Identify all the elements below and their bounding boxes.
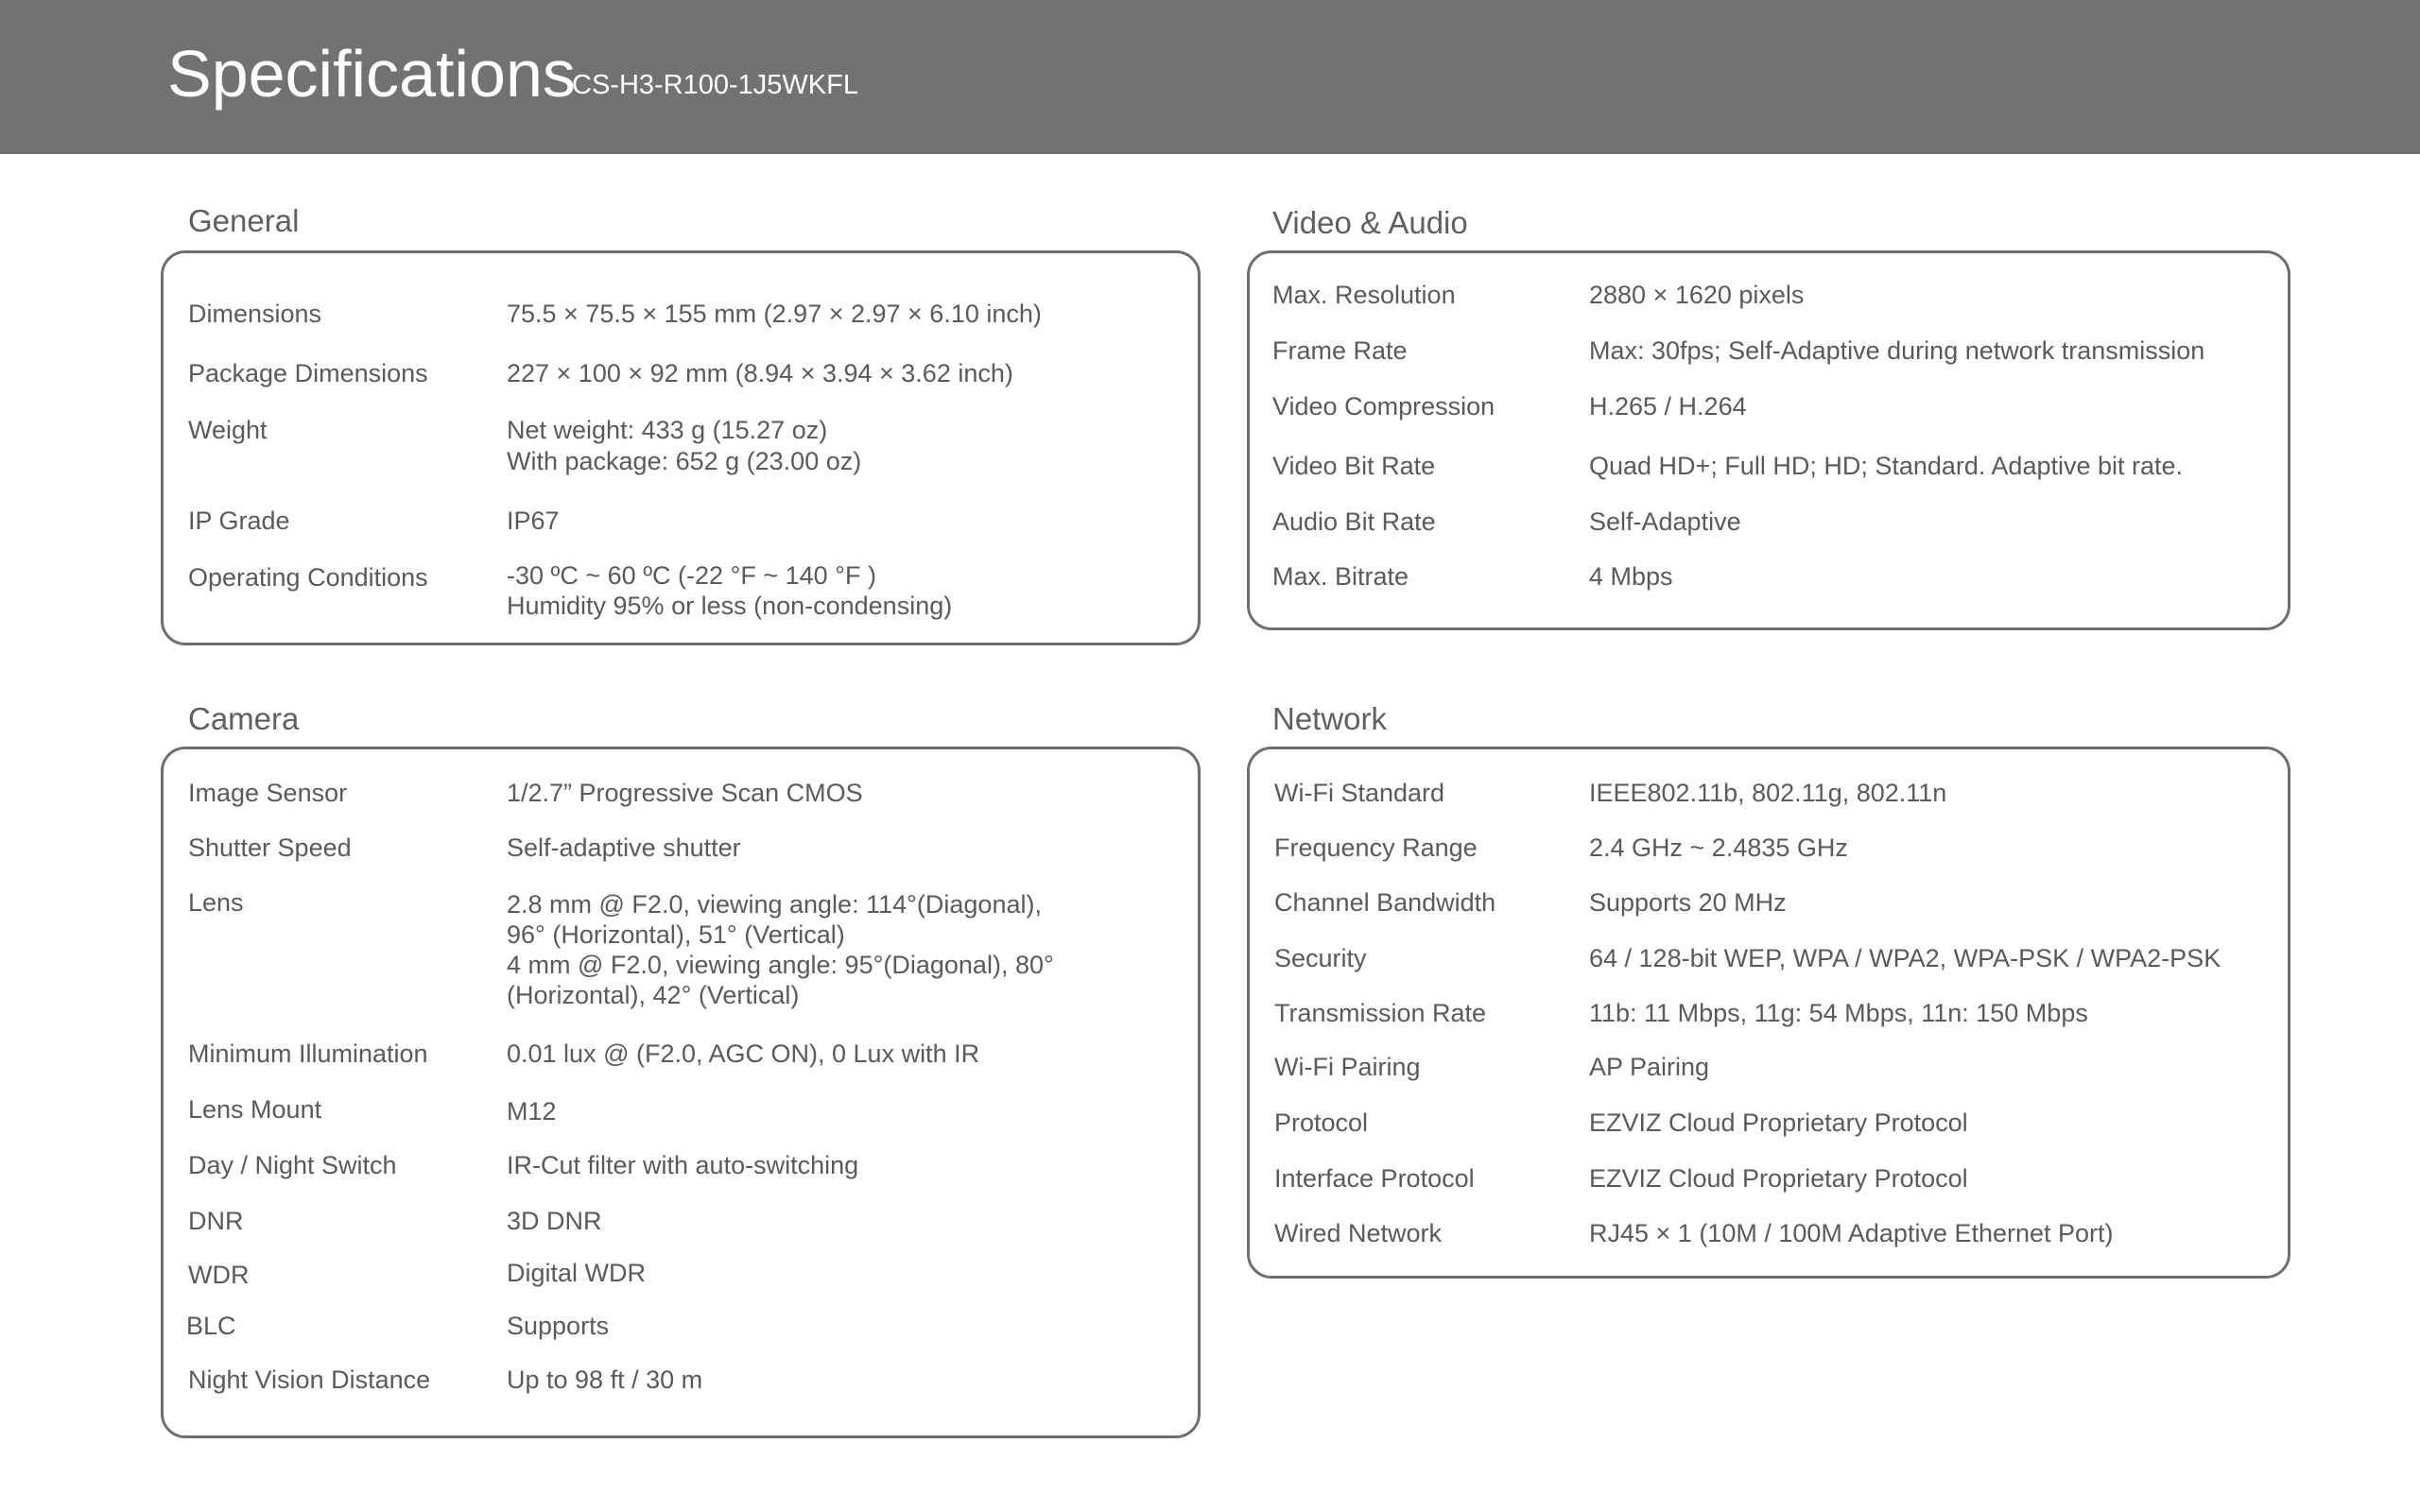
spec-value: 1/2.7” Progressive Scan CMOS xyxy=(507,779,863,807)
spec-value: With package: 652 g (23.00 oz) xyxy=(507,447,862,475)
spec-value: 2.4 GHz ~ 2.4835 GHz xyxy=(1589,833,1848,862)
spec-value: Digital WDR xyxy=(507,1259,647,1287)
spec-label: Day / Night Switch xyxy=(188,1151,397,1179)
spec-value: 75.5 × 75.5 × 155 mm (2.97 × 2.97 × 6.10 inch) xyxy=(507,300,1042,328)
spec-label: Night Vision Distance xyxy=(188,1366,431,1394)
spec-value: 11b: 11 Mbps, 11g: 54 Mbps, 11n: 150 Mbps xyxy=(1589,999,2088,1027)
spec-label: Security xyxy=(1274,944,1367,972)
spec-value: 4 Mbps xyxy=(1589,562,1673,591)
spec-label: DNR xyxy=(188,1207,244,1235)
section-title-camera: Camera xyxy=(188,701,300,736)
spec-label: BLC xyxy=(186,1312,236,1340)
spec-label: Wired Network xyxy=(1274,1219,1443,1247)
spec-label: Wi-Fi Standard xyxy=(1274,779,1445,807)
spec-label: Channel Bandwidth xyxy=(1274,888,1496,917)
spec-value: Max: 30fps; Self-Adaptive during network transmission xyxy=(1589,336,2205,365)
spec-value: IEEE802.11b, 802.11g, 802.11n xyxy=(1589,779,1947,807)
spec-value: Quad HD+; Full HD; HD; Standard. Adaptive bit rate. xyxy=(1589,452,2184,480)
section-title-video-audio: Video & Audio xyxy=(1272,205,1468,240)
spec-value: 227 × 100 × 92 mm (8.94 × 3.94 × 3.62 inch) xyxy=(507,359,1013,387)
spec-label: Minimum Illumination xyxy=(188,1040,428,1068)
spec-value: H.265 / H.264 xyxy=(1589,392,1747,421)
spec-value: Up to 98 ft / 30 m xyxy=(507,1366,703,1394)
spec-label: Max. Bitrate xyxy=(1272,562,1409,591)
spec-label: Frequency Range xyxy=(1274,833,1478,862)
section-title-general: General xyxy=(188,203,300,238)
spec-label: Max. Resolution xyxy=(1272,281,1456,309)
spec-value: AP Pairing xyxy=(1589,1053,1710,1081)
spec-value: 4 mm @ F2.0, viewing angle: 95°(Diagonal), 80° xyxy=(507,951,1054,979)
spec-label: Wi-Fi Pairing xyxy=(1274,1053,1421,1081)
spec-label: Package Dimensions xyxy=(188,359,428,387)
spec-value: 64 / 128-bit WEP, WPA / WPA2, WPA-PSK / WPA2-PSK xyxy=(1589,944,2221,972)
spec-value: -30 ºC ~ 60 ºC (-22 °F ~ 140 °F ) xyxy=(507,561,876,590)
spec-label: Lens Mount xyxy=(188,1095,322,1124)
spec-value: 3D DNR xyxy=(507,1207,602,1235)
spec-value: IP67 xyxy=(507,507,560,535)
spec-label: Protocol xyxy=(1274,1108,1369,1137)
spec-label: Video Bit Rate xyxy=(1272,452,1436,480)
spec-value: Supports xyxy=(507,1312,610,1340)
section-title-network: Network xyxy=(1272,701,1388,736)
spec-value: Humidity 95% or less (non-condensing) xyxy=(507,592,953,620)
spec-value: Net weight: 433 g (15.27 oz) xyxy=(507,416,828,444)
spec-value: RJ45 × 1 (10M / 100M Adaptive Ethernet Port) xyxy=(1589,1219,2114,1247)
page-title: Specifications xyxy=(167,37,576,111)
spec-label: Interface Protocol xyxy=(1274,1164,1475,1193)
spec-label: Weight xyxy=(188,416,268,444)
spec-value: 96° (Horizontal), 51° (Vertical) xyxy=(507,920,845,949)
spec-label: Video Compression xyxy=(1272,392,1495,421)
spec-value: EZVIZ Cloud Proprietary Protocol xyxy=(1589,1164,1968,1193)
spec-label: Frame Rate xyxy=(1272,336,1408,365)
spec-value: 0.01 lux @ (F2.0, AGC ON), 0 Lux with IR xyxy=(507,1040,980,1068)
spec-value: M12 xyxy=(507,1097,557,1125)
spec-label: Lens xyxy=(188,888,244,917)
spec-label: WDR xyxy=(188,1261,250,1289)
spec-value: Self-adaptive shutter xyxy=(507,833,741,862)
spec-label: Shutter Speed xyxy=(188,833,352,862)
spec-label: Image Sensor xyxy=(188,779,348,807)
spec-value: IR-Cut filter with auto-switching xyxy=(507,1151,859,1179)
spec-label: IP Grade xyxy=(188,507,290,535)
spec-value: Self-Adaptive xyxy=(1589,507,1741,536)
spec-value: 2.8 mm @ F2.0, viewing angle: 114°(Diagonal), xyxy=(507,890,1042,919)
spec-value: 2880 × 1620 pixels xyxy=(1589,281,1805,309)
spec-label: Operating Conditions xyxy=(188,563,428,592)
spec-value: (Horizontal), 42° (Vertical) xyxy=(507,981,800,1009)
spec-label: Transmission Rate xyxy=(1274,999,1487,1027)
model-number: CS-H3-R100-1J5WKFL xyxy=(572,70,858,100)
spec-label: Audio Bit Rate xyxy=(1272,507,1436,536)
header-bar xyxy=(0,0,2420,154)
spec-value: EZVIZ Cloud Proprietary Protocol xyxy=(1589,1108,1968,1137)
spec-label: Dimensions xyxy=(188,300,322,328)
spec-value: Supports 20 MHz xyxy=(1589,888,1787,917)
